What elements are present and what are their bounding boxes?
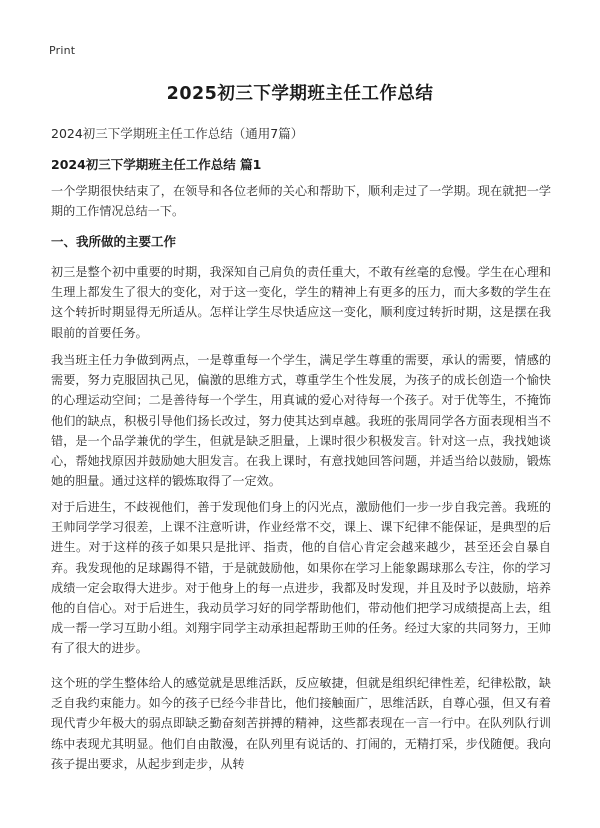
chapter-title: 2024初三下学期班主任工作总结 篇1 — [51, 157, 262, 172]
document-subtitle: 2024初三下学期班主任工作总结（通用7篇） — [51, 126, 304, 141]
print-label: Print — [49, 44, 76, 57]
paragraph: 这个班的学生整体给人的感觉就是思维活跃，反应敏捷，但就是组织纪律性差，纪律松散，缺乏自我约束能力。如今的孩子已经今非昔比，他们接触面广，思维活跃，自尊心强，但又有着现代青少年极大的弱点即缺乏勤奋刻苦拼搏的精神，这些都表现在一言一行中。在队列队行训练中表现尤其明显。他们自由散漫，在队列里有说话的、打闹的，无精打采，步伐随便。我向孩子提出要求，从起步到走步，从转 — [51, 676, 551, 771]
paragraph-intro: 一个学期很快结束了，在领导和各位老师的关心和帮助下，顺利走过了一学期。现在就把一学期的工作情况总结一下。 — [51, 184, 551, 219]
paragraph: 初三是整个初中重要的时期，我深知自己肩负的责任重大，不敢有丝毫的怠慢。学生在心理和生理上都发生了很大的变化，对于这一变化，学生的精神上有更多的压力，而大多数的学生在这个转折时期显得无所适从。怎样让学生尽快适应这一变化，顺利度过转折时期，这是摆在我眼前的首要任务。 — [51, 265, 551, 340]
paragraph: 对于后进生，不歧视他们，善于发现他们身上的闪光点，激励他们一步一步自我完善。我班的王帅同学学习很差，上课不注意听讲，作业经常不交，课上、课下纪律不能保证，是典型的后进生。对于这样的孩子如果只是批评、指责，他的自信心肯定会越来越少，甚至还会自暴自弃。我发现他的足球踢得不错，于是就鼓励他，如果你在学习上能象踢球那么专注，你的学习成绩一定会取得大进步。对于他身上的每一点进步，我都及时发现，并且及时予以鼓励，培养他的自信心。对于后进生，我动员学习好的同学帮助他们，带动他们把学习成绩提高上去，组成一帮一学习互助小组。刘翔宇同学主动承担起帮助王帅的任务。经过大家的共同努力，王帅有了很大的进步。 — [51, 500, 551, 656]
section-title: 一、我所做的主要工作 — [51, 234, 177, 249]
document-title: 2025初三下学期班主任工作总结 — [166, 84, 434, 104]
paragraph: 我当班主任力争做到两点，一是尊重每一个学生，满足学生尊重的需要，承认的需要，情感的需要，努力克服固执己见，偏激的思维方式，尊重学生个性发展，为孩子的成长创造一个愉快的心理运动空间；二是善待每一个学生，用真诚的爱心对待每一个孩子。对于优等生，不掩饰他们的缺点，积极引导他们扬长改过，努力使其达到卓越。我班的张周同学各方面表现相当不错，是一个品学兼优的学生，但就是缺乏胆量，上课时很少积极发言。针对这一点，我找她谈心，帮她找原因并鼓励她大胆发言。在我上课时，有意找她回答问题，并适当给以鼓励，锻炼她的胆量。通过这样的锻炼取得了一定效。 — [51, 353, 551, 489]
